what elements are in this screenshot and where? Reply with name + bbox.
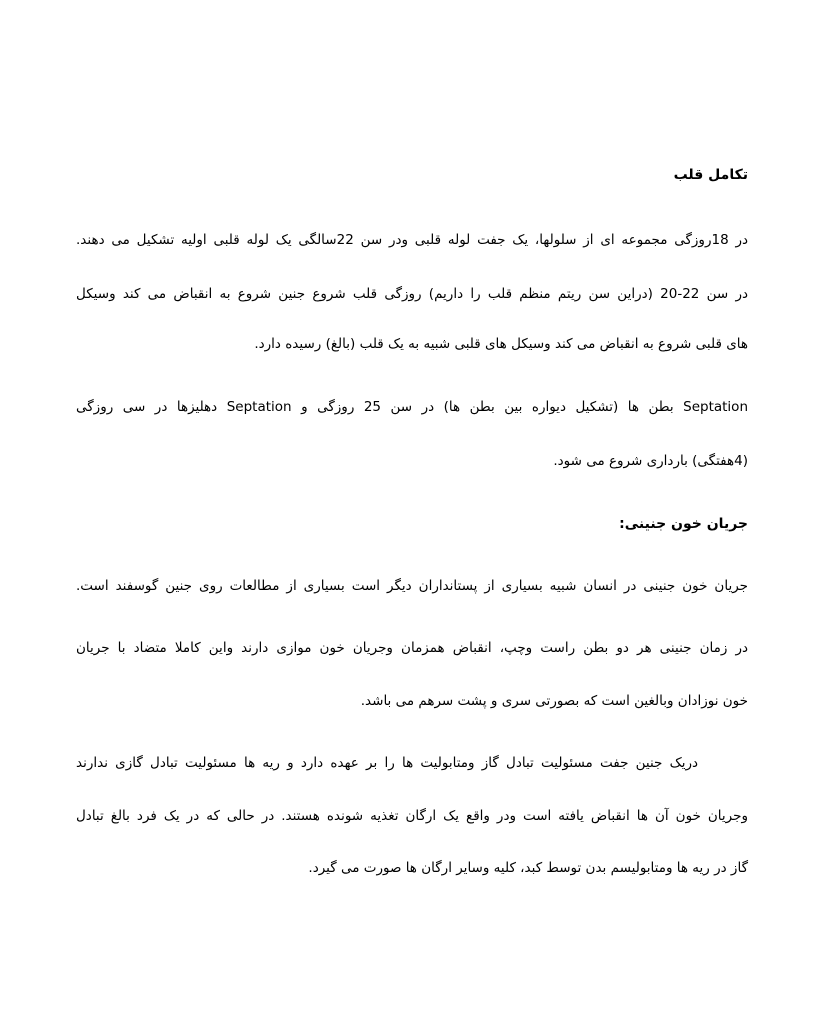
section-heading-heart-development: تکامل قلب [673,167,748,183]
paragraph-line: (4هفتگی) بارداری شروع می شود. [553,453,748,469]
paragraph-line: وجریان خون آن ها انقباض یافته است ودر واقع یک ارگان تغذیه شونده هستند. در حالی که در یک فرد بالغ تبادل [76,808,748,824]
paragraph-line: دریک جنین جفت مسئولیت تبادل گاز ومتابولیت ها را بر عهده دارد و ریه ها مسئولیت تبادل گازی ندارند [76,755,698,771]
paragraph-line: های قلبی شروع به انقباض می کند وسیکل های قلبی شبیه به یک قلب (بالغ) رسیده دارد. [254,336,748,352]
paragraph-line: در سن 22-20 (دراین سن ریتم منظم قلب را داریم) روزگی قلب شروع جنین شروع به انقباض می کند وسیکل [76,286,749,302]
section-heading-fetal-circulation: جریان خون جنینی: [619,516,748,532]
paragraph-line: جریان خون جنینی در انسان شبیه بسیاری از پستانداران دیگر است بسیاری از مطالعات روی جنین گوسفند است. [76,578,748,594]
paragraph-line: Septation بطن ها (تشکیل دیواره بین بطن ها) در سن 25 روزگی و Septation دهلیزها در سی روزگی [76,399,748,415]
paragraph-line: خون نوزادان وبالغین است که بصورتی سری و پشت سرهم می باشد. [360,693,748,709]
paragraph-line: گاز در ریه ها ومتابولیسم بدن توسط کبد، کلیه وسایر ارگان ها صورت می گیرد. [308,860,748,876]
paragraph-line: در زمان جنینی هر دو بطن راست وچپ، انقباض همزمان وجریان خون موازی دارند واین کاملا متضاد با جریان [76,640,748,656]
paragraph-line: در 18روزگی مجموعه ای از سلولها، یک جفت لوله قلبی ودر سن 22سالگی یک لوله قلبی اولیه تشکیل می دهند. [76,232,748,248]
